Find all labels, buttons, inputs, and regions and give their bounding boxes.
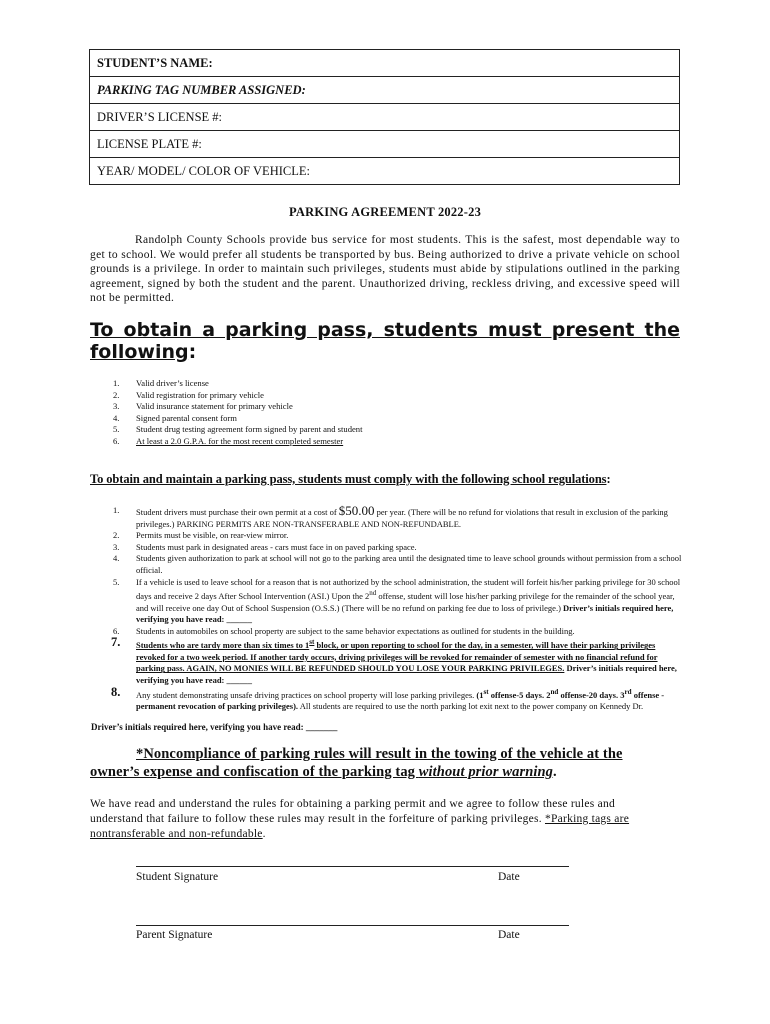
permit-price: $50.00	[338, 503, 375, 518]
initials-line[interactable]: Driver’s initials required here, verifying you have read: ______	[136, 602, 674, 625]
student-date-label: Date	[498, 871, 520, 883]
list-number: 5.	[113, 424, 120, 435]
list-item	[113, 424, 363, 436]
intro-text: Randolph County Schools provide bus service for most students. This is the safest, most dependable way to get to school. We would prefer all students be transported by bus. Being authorized to drive a private vehicle on school grounds is a privilege. In order to maintain such privileges, students must abide by stipulations outlined in the parking agreement, signed by both the student and the parent. Unauthorized driving, reckless driving, and excessive speed will not be permitted.	[90, 234, 680, 304]
regulations-heading-colon: :	[606, 472, 611, 486]
requirements-heading-text: To obtain a parking pass, students must present the following	[90, 319, 680, 363]
acknowledgement-paragraph	[90, 797, 670, 842]
towing-warning	[90, 745, 680, 781]
list-text: Students must park in designated areas - cars must face in on paved parking space.	[136, 541, 417, 552]
list-item	[113, 542, 688, 554]
list-number: 2.	[113, 530, 120, 541]
parent-signature-line[interactable]	[136, 925, 569, 926]
rule-text: Students who are tardy more than six times to 1	[136, 640, 310, 651]
list-number: 6.	[113, 625, 120, 636]
list-text: Permits must be visible, on rear-view mirror.	[136, 530, 289, 541]
requirements-list	[113, 378, 363, 448]
requirements-heading	[90, 319, 680, 363]
list-text: Students in automobiles on school property are subject to the same behavior expectations as outlined for students in the building.	[136, 625, 575, 636]
acknowledgement-text: We have read and understand the rules for obtaining a parking permit and we agree to follow these rules and understand that failure to follow these rules may result in the forfeiture of parking privileges.	[90, 798, 615, 825]
parent-date-label: Date	[498, 929, 520, 941]
warning-line: owner’s expense and confiscation of the parking tag	[90, 764, 419, 780]
parking-tag-number-field[interactable]: PARKING TAG NUMBER ASSIGNED:	[90, 77, 680, 104]
rule-text: (1	[476, 689, 484, 700]
list-number: 1.	[113, 505, 120, 515]
rule-text: block, or upon reporting to school for the day, in a semester, will have their parking privileges revoked for a two week period. If another tardy occurs, driving privileges will be revoked for remainder of semester with no financial refund for parking pass. AGAIN, NO MONIES WILL BE REFUNDED SHOULD YOU LOSE YOUR PARKING PRIVILEGES.	[136, 640, 658, 674]
list-number: 4.	[113, 553, 120, 564]
drivers-initials-line[interactable]: Driver’s initials required here, verifying you have read: _______	[91, 722, 338, 732]
list-text: At least a 2.0 G.P.A. for the most recent completed semester	[136, 435, 344, 446]
rule-text: Student drivers must purchase their own permit at a cost of	[136, 507, 339, 517]
rule-text: per year. (There will be no refund for violations that result in exclusion of the parking privileges.) PARKING PERMITS ARE NON-TRANSFERABLE AND NON-REFUNDABLE.	[136, 507, 668, 529]
warning-line: *Noncompliance of parking rules will result in the towing of the vehicle at the	[136, 746, 623, 762]
list-number: 4.	[113, 412, 120, 423]
requirements-heading-colon: :	[188, 341, 197, 363]
list-item	[111, 684, 688, 713]
list-text: Valid insurance statement for primary vehicle	[136, 401, 293, 412]
list-number: 1.	[113, 378, 120, 388]
list-item	[113, 553, 688, 576]
list-number: 3.	[113, 401, 120, 412]
list-text: Signed parental consent form	[136, 412, 237, 423]
list-item	[113, 626, 688, 638]
list-item	[113, 530, 688, 542]
drivers-license-field[interactable]: DRIVER’S LICENSE #:	[90, 104, 680, 131]
list-text: Students given authorization to park at school will not go to the parking area until the designated time to leave school grounds without permission from a school official.	[136, 553, 682, 575]
document-title: PARKING AGREEMENT 2022-23	[288, 205, 482, 219]
list-item	[113, 390, 363, 402]
acknowledgement-period: .	[262, 828, 266, 840]
rule-text: All students are required to use the north parking lot exit next to the power company on Kennedy Dr.	[298, 700, 644, 711]
rule-text: offense-20 days. 3	[558, 689, 625, 700]
list-item	[113, 637, 688, 686]
list-item	[113, 378, 363, 390]
list-text: Student drug testing agreement form signed by parent and student	[136, 424, 363, 435]
superscript: nd	[550, 687, 559, 696]
list-item	[113, 505, 688, 530]
warning-emphasis: without prior warning	[418, 764, 554, 780]
intro-paragraph	[90, 233, 680, 306]
rule-text: Any student demonstrating unsafe driving practices on school property will lose parking privileges.	[136, 689, 477, 700]
list-item	[113, 577, 688, 626]
list-number: 3.	[113, 541, 120, 552]
license-plate-field[interactable]: LICENSE PLATE #:	[90, 131, 680, 158]
rule-text: offense - permanent revocation of parking privileges).	[136, 689, 665, 711]
rule-text: offense, student will lose his/her parking privilege for the remainder of the school year, and will receive one day Out of School Suspension (O.S.S.) (There will be no refund on parking fee due to loss of privilege.)	[136, 590, 675, 613]
list-number: 6.	[113, 435, 120, 446]
student-signature-line[interactable]	[136, 866, 569, 867]
student-signature-label: Student Signature	[136, 871, 219, 883]
regulations-heading-text: To obtain and maintain a parking pass, students must comply with the following school regulations	[90, 472, 607, 486]
list-number: 7.	[111, 635, 121, 650]
list-number: 2.	[113, 389, 120, 400]
student-name-field[interactable]: STUDENT’S NAME:	[90, 50, 680, 77]
list-number: 5.	[113, 576, 120, 587]
acknowledgement-note: *Parking tags are nontransferable and non-refundable	[90, 813, 630, 840]
list-text	[136, 687, 684, 713]
parent-signature-label: Parent Signature	[136, 929, 213, 941]
warning-period: .	[553, 764, 557, 780]
superscript: st	[309, 638, 315, 647]
vehicle-info-field[interactable]: YEAR/ MODEL/ COLOR OF VEHICLE:	[90, 158, 680, 185]
list-text	[136, 577, 684, 626]
student-info-table	[89, 49, 680, 185]
rule-text: If a vehicle is used to leave school for a reason that is not authorized by the school administration, the student will forfeit his/her parking privilege for 30 school days and receive 2 days After School Intervention (ASI.) Upon the 2	[136, 576, 681, 601]
list-text: Valid driver’s license	[136, 378, 209, 388]
list-text	[136, 505, 684, 530]
list-text	[136, 637, 684, 686]
superscript: rd	[624, 687, 632, 696]
rule-text: offense-5 days. 2	[488, 689, 551, 700]
superscript: nd	[369, 589, 377, 598]
list-item	[113, 401, 363, 413]
list-item	[113, 413, 363, 425]
regulations-heading	[90, 472, 690, 487]
list-number: 8.	[111, 684, 121, 699]
initials-line[interactable]: Driver’s initials required here, verifying you have read: ______	[136, 663, 677, 685]
superscript: st	[483, 687, 489, 696]
list-text: Valid registration for primary vehicle	[136, 389, 264, 400]
regulations-list	[113, 505, 688, 713]
list-item	[113, 436, 363, 448]
